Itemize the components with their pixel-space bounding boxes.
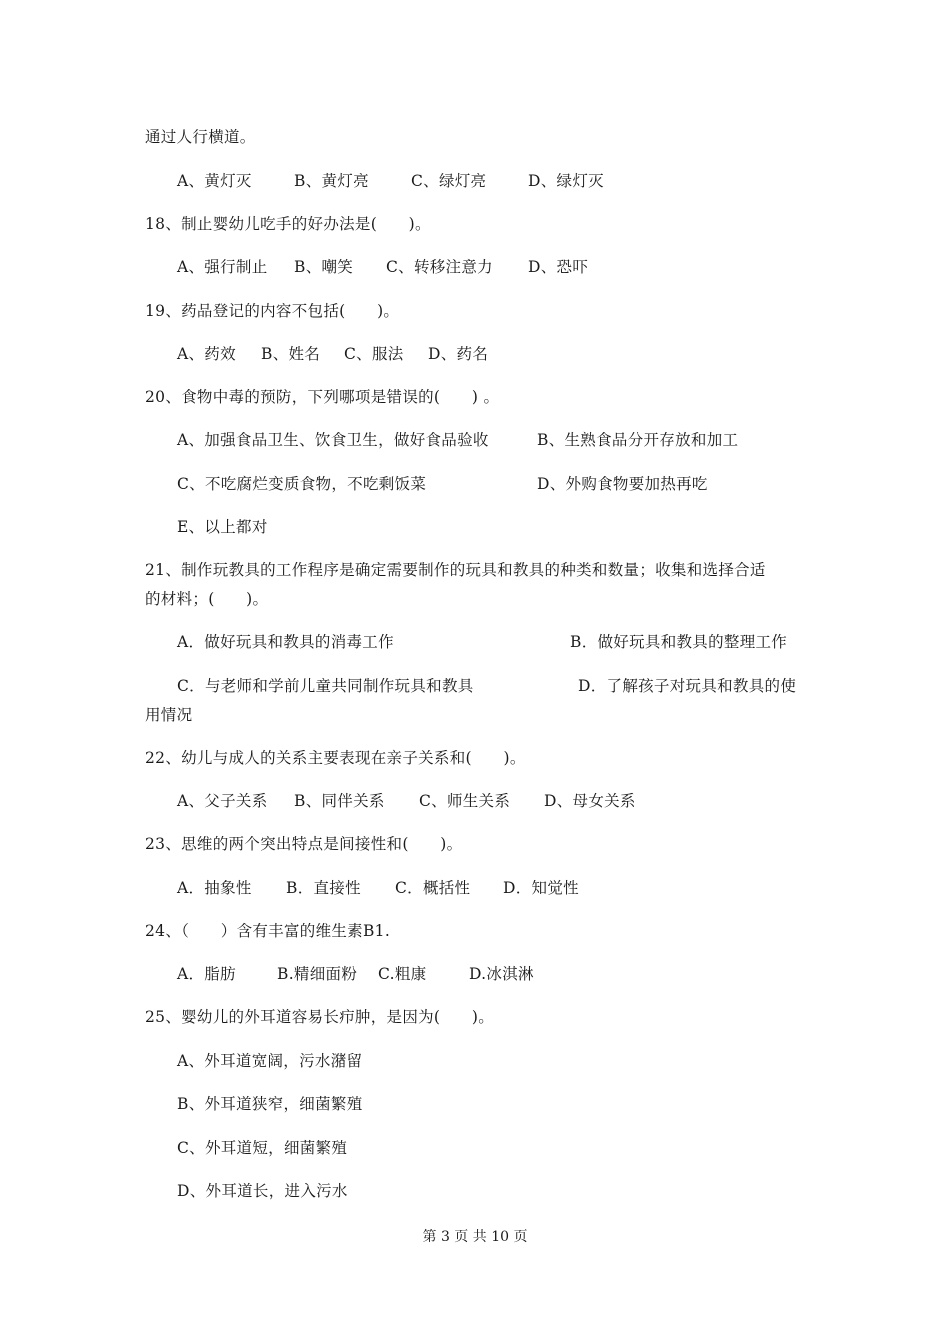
option-b: B、同伴关系 (294, 792, 385, 810)
question-19: 19、药品登记的内容不包括( )。 (145, 302, 400, 320)
option-c: C.粗康 (378, 965, 427, 983)
option-a: A．脂肪 (177, 965, 236, 983)
option-c: C．概括性 (395, 879, 471, 897)
option-a: A．抽象性 (177, 879, 252, 897)
option-d: D、恐吓 (528, 258, 589, 276)
question-18: 18、制止婴幼儿吃手的好办法是( )。 (145, 215, 431, 233)
option-d: D、外购食物要加热再吃 (537, 475, 708, 493)
option-a: A、父子关系 (177, 792, 268, 810)
option-b: B、黄灯亮 (294, 172, 369, 190)
option-b: B、外耳道狭窄，细菌繁殖 (177, 1095, 363, 1113)
option-d: D．知觉性 (503, 879, 579, 897)
question-25: 25、婴幼儿的外耳道容易长疖肿，是因为( )。 (145, 1008, 495, 1026)
option-b: B.精细面粉 (277, 965, 358, 983)
option-e: E、以上都对 (177, 518, 268, 536)
option-c: C、师生关系 (419, 792, 511, 810)
option-d: D．了解孩子对玩具和教具的使 (578, 677, 797, 695)
option-b: B、姓名 (261, 345, 321, 363)
option-c: C．与老师和学前儿童共同制作玩具和教具 (177, 677, 474, 695)
question-21-line1: 21、制作玩教具的工作程序是确定需要制作的玩具和教具的种类和数量；收集和选择合适 (145, 561, 766, 579)
question-23: 23、思维的两个突出特点是间接性和( )。 (145, 835, 463, 853)
question-17-continuation: 通过人行横道。 (145, 128, 256, 146)
option-d: D、母女关系 (544, 792, 636, 810)
option-b: B、生熟食品分开存放和加工 (537, 431, 739, 449)
question-21-line2: 的材料；( )。 (145, 590, 269, 608)
option-a: A、外耳道宽阔，污水潴留 (177, 1052, 363, 1070)
option-a: A、强行制止 (177, 258, 268, 276)
option-d: D、绿灯灭 (528, 172, 604, 190)
page-number-footer: 第 3 页 共 10 页 (422, 1229, 528, 1245)
question-20: 20、食物中毒的预防，下列哪项是错误的( ) 。 (145, 388, 500, 406)
option-a: A、加强食品卫生、饮食卫生，做好食品验收 (177, 431, 489, 449)
option-b: B、嘲笑 (294, 258, 354, 276)
option-a: A、黄灯灭 (177, 172, 252, 190)
option-d: D.冰淇淋 (469, 965, 534, 983)
question-22: 22、幼儿与成人的关系主要表现在亲子关系和( )。 (145, 749, 526, 767)
option-a: A．做好玩具和教具的消毒工作 (177, 633, 394, 651)
option-c: C、转移注意力 (386, 258, 493, 276)
option-c: C、绿灯亮 (411, 172, 487, 190)
option-a: A、药效 (177, 345, 236, 363)
question-21-option-d-wrap: 用情况 (145, 706, 193, 724)
option-c: C、服法 (344, 345, 404, 363)
option-d: D、外耳道长，进入污水 (177, 1182, 348, 1200)
question-24: 24、（ ）含有丰富的维生素B1. (145, 922, 391, 940)
option-b: B．直接性 (286, 879, 361, 897)
option-d: D、药名 (428, 345, 489, 363)
option-b: B．做好玩具和教具的整理工作 (570, 633, 788, 651)
option-c: C、不吃腐烂变质食物，不吃剩饭菜 (177, 475, 427, 493)
option-c: C、外耳道短，细菌繁殖 (177, 1139, 348, 1157)
